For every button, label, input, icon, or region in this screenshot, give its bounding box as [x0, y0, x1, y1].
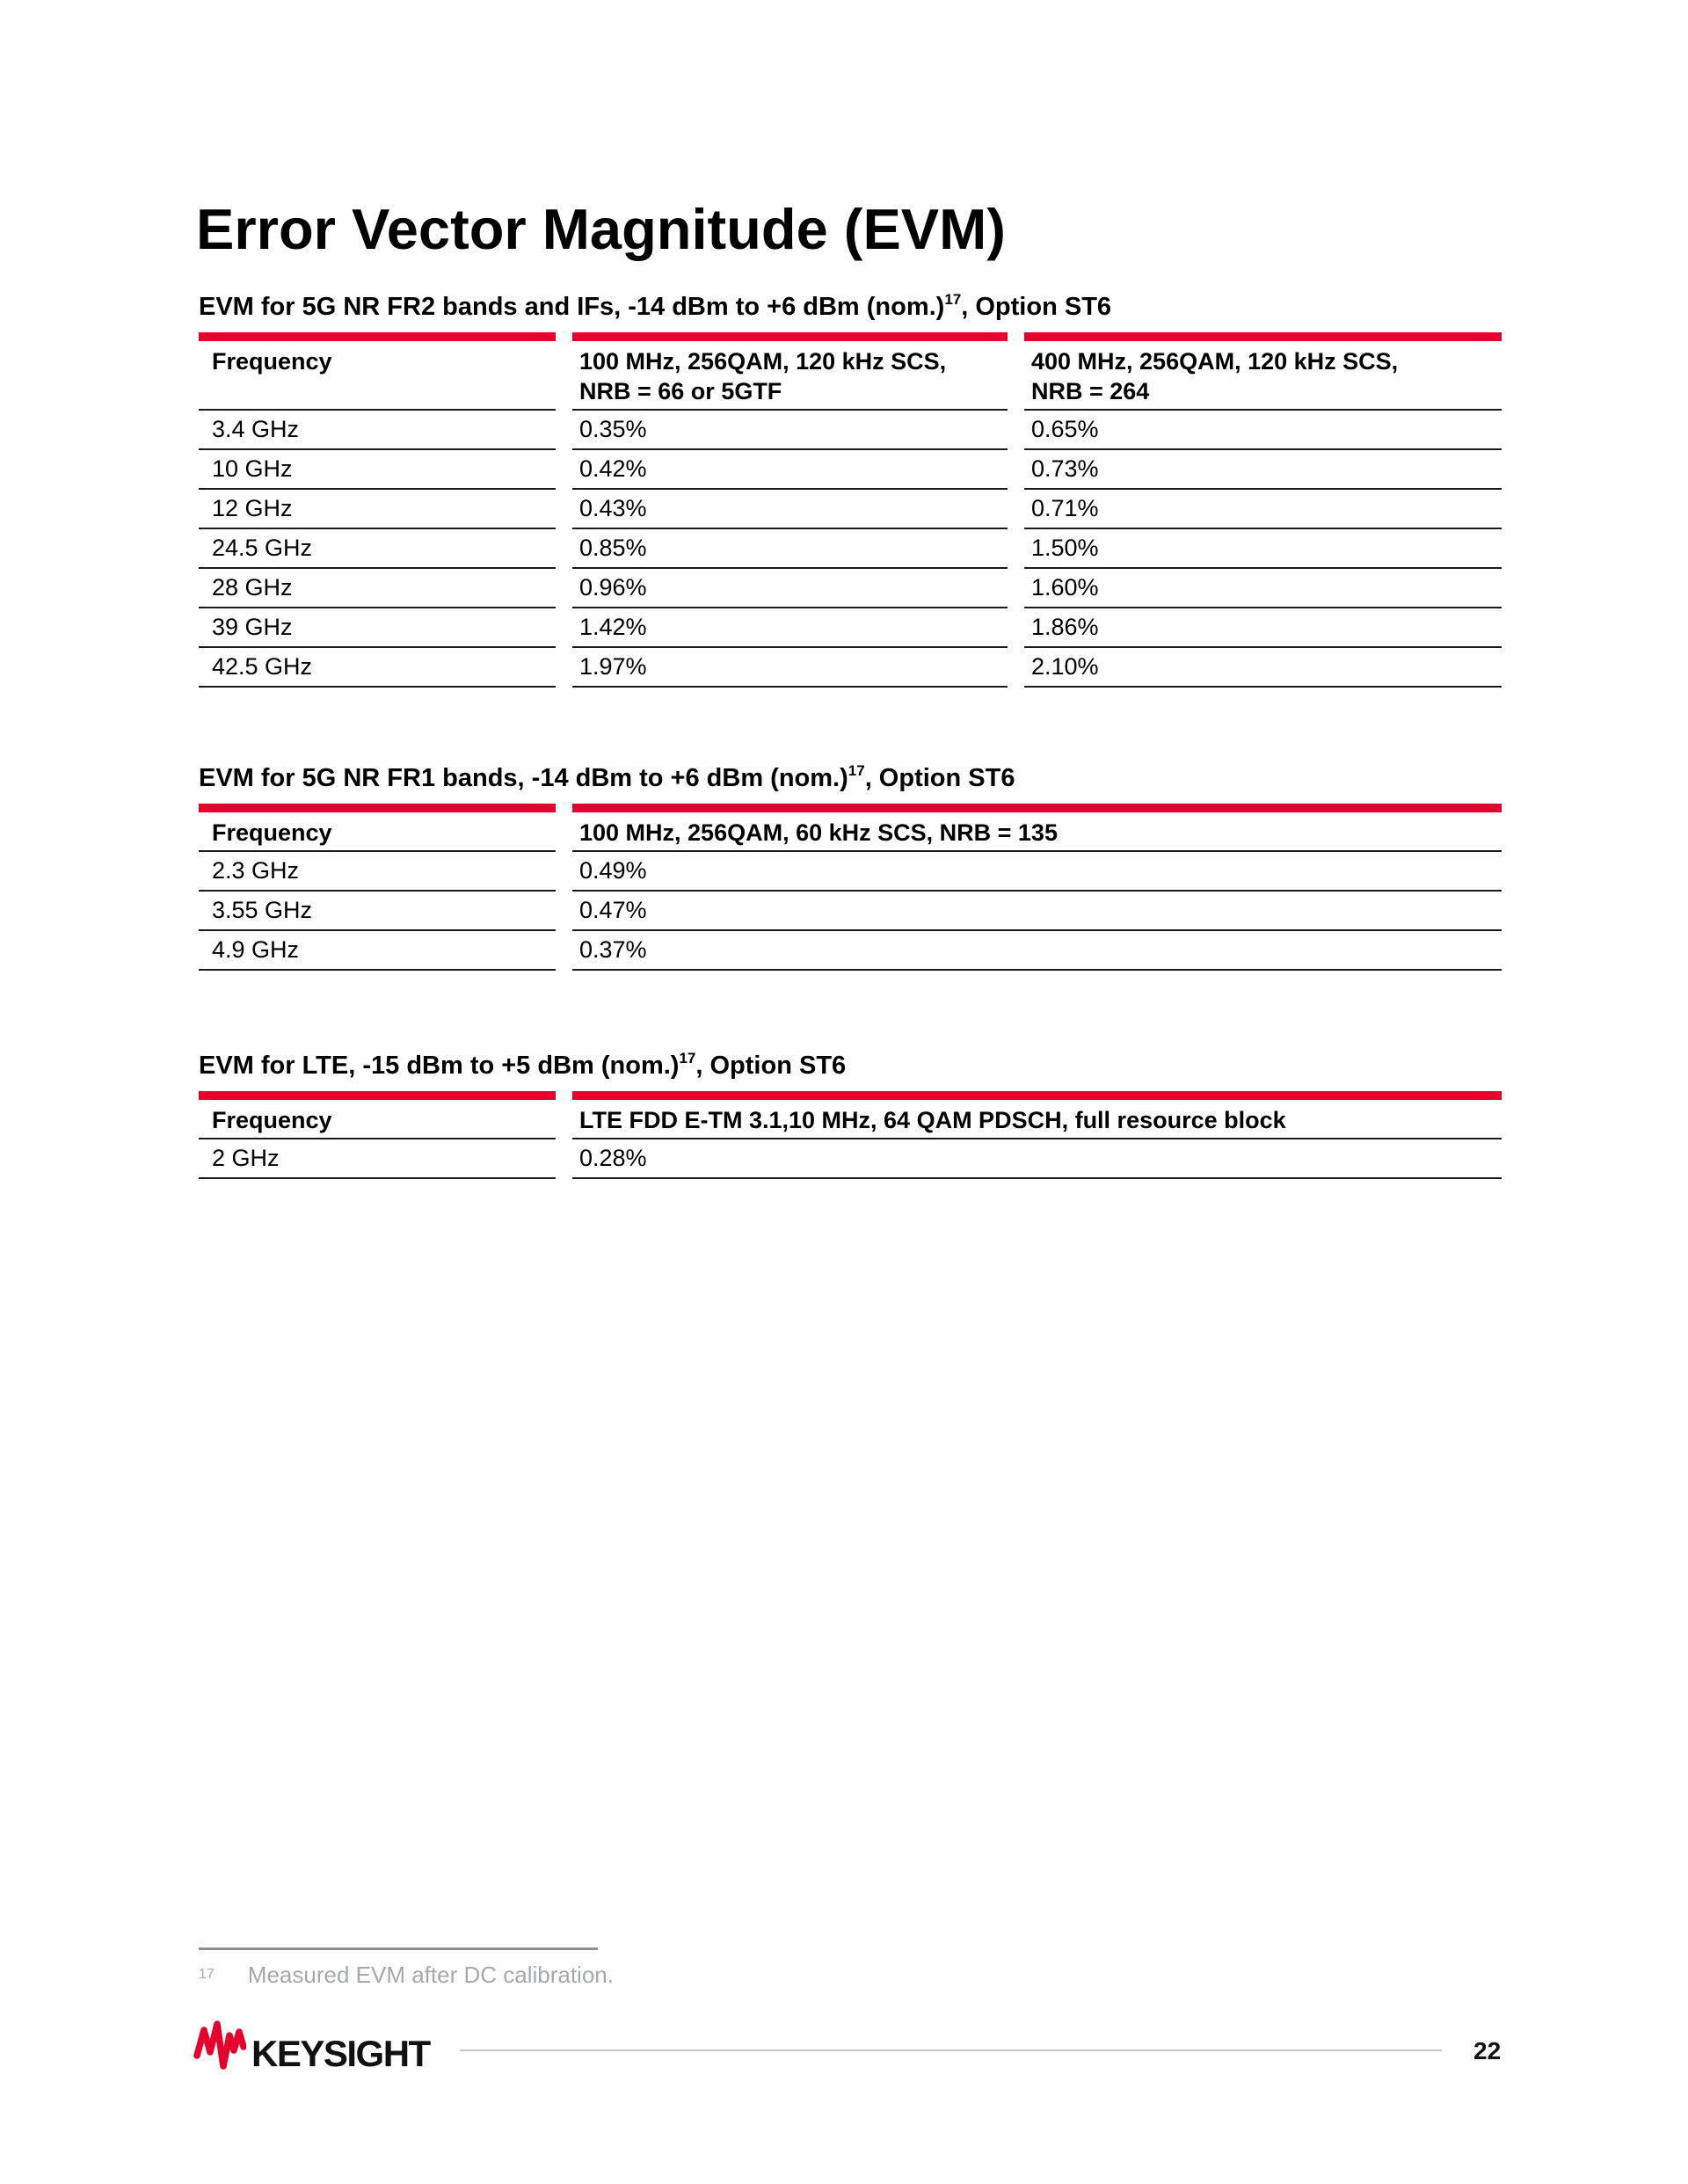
column-header-frequency: Frequency [199, 332, 556, 411]
column-header-condition: 100 MHz, 256QAM, 60 kHz SCS, NRB = 135 [572, 804, 1502, 852]
page-number: 22 [1473, 2037, 1502, 2064]
spec-table-2 [199, 761, 1502, 971]
cell-evm-value: 0.47% [572, 892, 1502, 931]
cell-frequency: 28 GHz [199, 569, 556, 608]
cell-frequency: 2 GHz [199, 1139, 556, 1179]
spec-table-1 [199, 290, 1502, 688]
footnote-ref: 17 [679, 1050, 696, 1067]
footnote [199, 1961, 614, 1989]
cell-frequency: 2.3 GHz [199, 852, 556, 892]
cell-evm-value: 0.35% [572, 411, 1008, 450]
cell-evm-value: 0.49% [572, 852, 1502, 892]
cell-evm-value: 0.96% [572, 569, 1008, 608]
table-title: EVM for LTE, -15 dBm to +5 dBm $(nom.)^{17}$, Option ST6 [199, 1050, 847, 1080]
cell-evm-value: 0.37% [572, 931, 1502, 971]
cell-frequency: 39 GHz [199, 608, 556, 648]
table-title: EVM for 5G NR FR2 bands and IFs, -14 dBm to +6 dBm $(nom.)^{17}$, Option ST6 [199, 291, 1112, 321]
keysight-spark-icon [193, 2019, 246, 2071]
cell-evm-value: 1.60% [1024, 569, 1502, 608]
cell-evm-value: 0.65% [1024, 411, 1502, 450]
cell-evm-value: 0.71% [1024, 490, 1502, 529]
cell-evm-value: 1.97% [572, 648, 1008, 688]
spec-table-grid [199, 1091, 1502, 1179]
spec-table-3 [199, 1049, 1502, 1179]
page-title: Error Vector Magnitude (EVM) [196, 197, 1006, 261]
cell-evm-value: 0.85% [572, 529, 1008, 569]
cell-frequency: 10 GHz [199, 450, 556, 490]
footnote-ref: 17 [848, 762, 865, 780]
cell-evm-value: 0.43% [572, 490, 1008, 529]
footer-divider [460, 2049, 1442, 2051]
cell-evm-value: 1.86% [1024, 608, 1502, 648]
column-header-condition: 400 MHz, 256QAM, 120 kHz SCS, NRB = 264 [1024, 332, 1502, 411]
spec-table-grid [199, 804, 1502, 971]
keysight-logo-text: KEYSIGHT [251, 2033, 430, 2074]
cell-evm-value: 0.73% [1024, 450, 1502, 490]
cell-frequency: 4.9 GHz [199, 931, 556, 971]
spec-table-grid [199, 332, 1502, 688]
footnote-text: Measured EVM after DC calibration. [247, 1962, 614, 1988]
cell-frequency: 3.4 GHz [199, 411, 556, 450]
column-header-frequency: Frequency [199, 1091, 556, 1139]
table-title: EVM for 5G NR FR1 bands, -14 dBm to +6 dBm $(nom.)^{17}$, Option ST6 [199, 762, 1015, 792]
column-header-frequency: Frequency [199, 804, 556, 852]
cell-evm-value: 1.50% [1024, 529, 1502, 569]
column-header-condition: 100 MHz, 256QAM, 120 kHz SCS, NRB = 66 or 5GTF [572, 332, 1008, 411]
footnote-marker: 17 [199, 1967, 215, 1982]
cell-evm-value: 1.42% [572, 608, 1008, 648]
footnote-ref: 17 [944, 291, 962, 309]
footnote-divider [199, 1947, 598, 1950]
cell-frequency: 12 GHz [199, 490, 556, 529]
cell-evm-value: 0.42% [572, 450, 1008, 490]
cell-evm-value: 0.28% [572, 1139, 1502, 1179]
cell-frequency: 42.5 GHz [199, 648, 556, 688]
column-header-condition: LTE FDD E-TM 3.1,10 MHz, 64 QAM PDSCH, full resource block [572, 1091, 1502, 1139]
cell-frequency: 3.55 GHz [199, 892, 556, 931]
cell-evm-value: 2.10% [1024, 648, 1502, 688]
cell-frequency: 24.5 GHz [199, 529, 556, 569]
